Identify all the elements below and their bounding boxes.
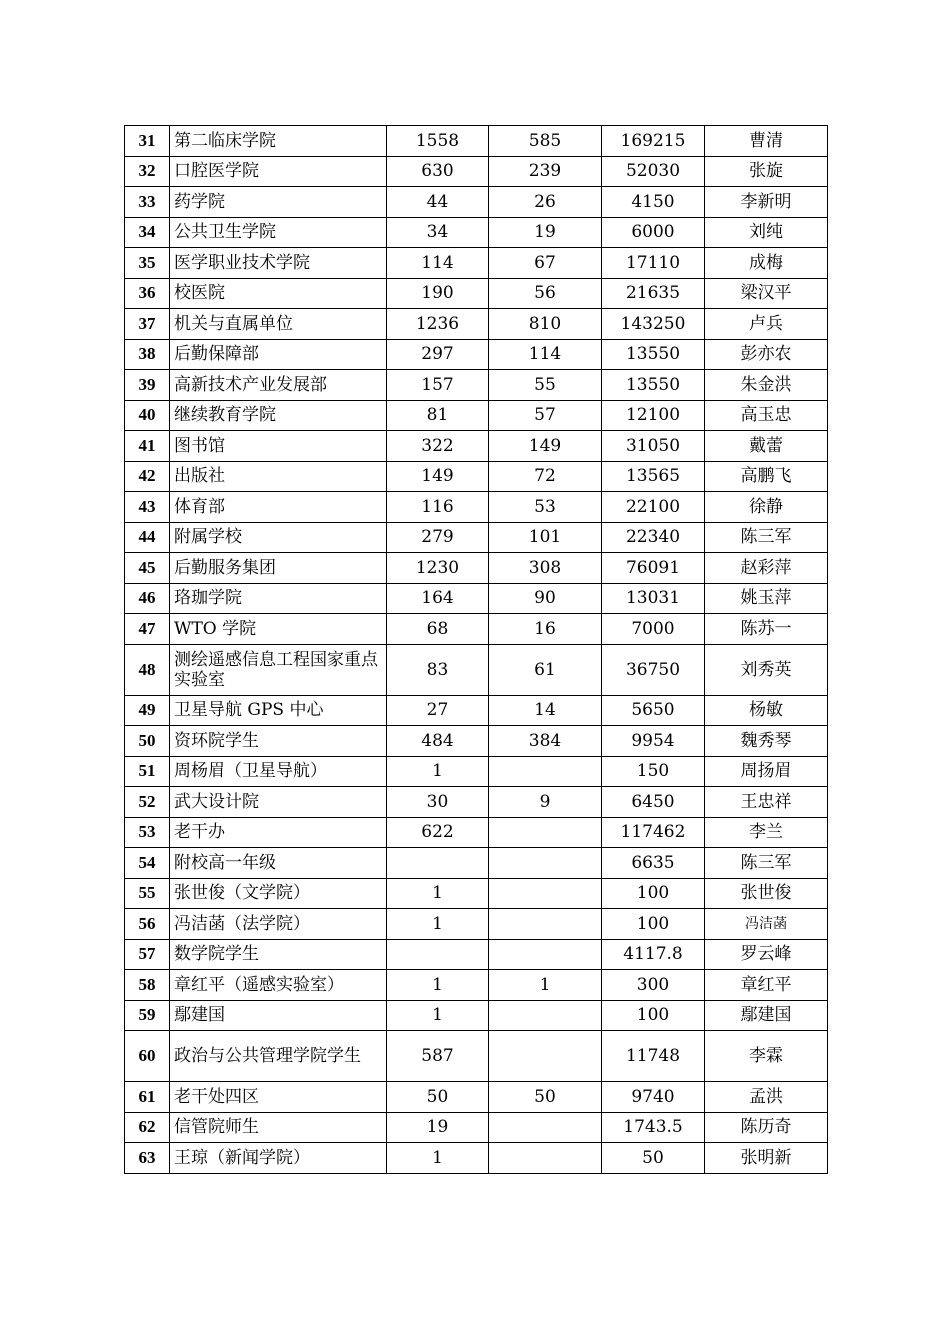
unit-name-cell: WTO 学院 (170, 614, 387, 645)
row-number-cell: 36 (125, 278, 170, 309)
contact-person-cell: 张明新 (705, 1143, 828, 1174)
count-2-cell: 53 (489, 492, 602, 523)
contact-person-cell: 李霖 (705, 1031, 828, 1082)
count-1-cell: 114 (387, 248, 489, 279)
count-1-cell: 1 (387, 756, 489, 787)
contact-person-cell: 冯洁菡 (705, 909, 828, 940)
contact-person-cell: 李新明 (705, 187, 828, 218)
amount-cell: 9740 (602, 1082, 705, 1113)
amount-cell: 100 (602, 878, 705, 909)
unit-name-cell: 医学职业技术学院 (170, 248, 387, 279)
unit-name-cell: 继续教育学院 (170, 400, 387, 431)
table-row (125, 644, 828, 695)
amount-cell: 7000 (602, 614, 705, 645)
contact-person-cell: 章红平 (705, 970, 828, 1001)
donation-table (124, 125, 828, 1174)
count-1-cell: 190 (387, 278, 489, 309)
table-row (125, 492, 828, 523)
table-row (125, 787, 828, 818)
count-1-cell: 1558 (387, 126, 489, 157)
count-1-cell: 630 (387, 156, 489, 187)
unit-name-cell: 后勤保障部 (170, 339, 387, 370)
amount-cell: 4150 (602, 187, 705, 218)
row-number-cell: 63 (125, 1143, 170, 1174)
unit-name-cell: 体育部 (170, 492, 387, 523)
table-row (125, 583, 828, 614)
count-2-cell (489, 939, 602, 970)
unit-name-cell: 公共卫生学院 (170, 217, 387, 248)
count-1-cell: 30 (387, 787, 489, 818)
unit-name-cell: 数学院学生 (170, 939, 387, 970)
count-1-cell: 1 (387, 909, 489, 940)
count-2-cell (489, 1000, 602, 1031)
count-2-cell: 9 (489, 787, 602, 818)
count-1-cell: 68 (387, 614, 489, 645)
amount-cell: 22100 (602, 492, 705, 523)
count-2-cell: 50 (489, 1082, 602, 1113)
count-1-cell: 279 (387, 522, 489, 553)
table-row (125, 1112, 828, 1143)
row-number-cell: 45 (125, 553, 170, 584)
table-row (125, 248, 828, 279)
amount-cell: 143250 (602, 309, 705, 340)
row-number-cell: 48 (125, 644, 170, 695)
row-number-cell: 47 (125, 614, 170, 645)
contact-person-cell: 杨敏 (705, 695, 828, 726)
amount-cell: 150 (602, 756, 705, 787)
amount-cell: 13031 (602, 583, 705, 614)
count-1-cell: 297 (387, 339, 489, 370)
unit-name-cell: 第二临床学院 (170, 126, 387, 157)
row-number-cell: 60 (125, 1031, 170, 1082)
count-2-cell: 56 (489, 278, 602, 309)
count-2-cell: 90 (489, 583, 602, 614)
contact-person-cell: 罗云峰 (705, 939, 828, 970)
table-row (125, 726, 828, 757)
unit-name-cell: 武大设计院 (170, 787, 387, 818)
table-body (125, 126, 828, 1174)
count-2-cell: 72 (489, 461, 602, 492)
count-2-cell: 55 (489, 370, 602, 401)
table-row (125, 431, 828, 462)
row-number-cell: 34 (125, 217, 170, 248)
count-1-cell: 1 (387, 1000, 489, 1031)
count-2-cell (489, 1112, 602, 1143)
unit-name-cell: 冯洁菡（法学院） (170, 909, 387, 940)
contact-person-cell: 张世俊 (705, 878, 828, 909)
contact-person-cell: 陈三军 (705, 522, 828, 553)
amount-cell: 11748 (602, 1031, 705, 1082)
contact-person-cell: 戴蕾 (705, 431, 828, 462)
table-row (125, 339, 828, 370)
table-row (125, 187, 828, 218)
count-2-cell: 239 (489, 156, 602, 187)
contact-person-cell: 徐静 (705, 492, 828, 523)
count-2-cell (489, 756, 602, 787)
unit-name-cell: 老干处四区 (170, 1082, 387, 1113)
count-1-cell: 587 (387, 1031, 489, 1082)
count-1-cell: 484 (387, 726, 489, 757)
count-2-cell: 810 (489, 309, 602, 340)
amount-cell: 76091 (602, 553, 705, 584)
count-2-cell: 19 (489, 217, 602, 248)
table-row (125, 614, 828, 645)
unit-name-cell: 测绘遥感信息工程国家重点实验室 (170, 644, 387, 695)
row-number-cell: 35 (125, 248, 170, 279)
count-1-cell: 116 (387, 492, 489, 523)
unit-name-cell: 鄢建国 (170, 1000, 387, 1031)
amount-cell: 17110 (602, 248, 705, 279)
unit-name-cell: 信管院师生 (170, 1112, 387, 1143)
contact-person-cell: 陈三军 (705, 848, 828, 879)
unit-name-cell: 校医院 (170, 278, 387, 309)
contact-person-cell: 周扬眉 (705, 756, 828, 787)
row-number-cell: 42 (125, 461, 170, 492)
row-number-cell: 33 (125, 187, 170, 218)
count-2-cell: 26 (489, 187, 602, 218)
count-1-cell (387, 848, 489, 879)
count-2-cell: 384 (489, 726, 602, 757)
amount-cell: 22340 (602, 522, 705, 553)
count-2-cell (489, 848, 602, 879)
unit-name-cell: 周杨眉（卫星导航） (170, 756, 387, 787)
row-number-cell: 56 (125, 909, 170, 940)
table-row (125, 156, 828, 187)
table-row (125, 126, 828, 157)
unit-name-cell: 章红平（遥感实验室） (170, 970, 387, 1001)
table-row (125, 278, 828, 309)
row-number-cell: 59 (125, 1000, 170, 1031)
table-row (125, 553, 828, 584)
count-2-cell (489, 1143, 602, 1174)
row-number-cell: 39 (125, 370, 170, 401)
contact-person-cell: 李兰 (705, 817, 828, 848)
donation-table-wrapper (124, 125, 828, 1174)
amount-cell: 300 (602, 970, 705, 1001)
unit-name-cell: 出版社 (170, 461, 387, 492)
row-number-cell: 52 (125, 787, 170, 818)
row-number-cell: 53 (125, 817, 170, 848)
amount-cell: 6000 (602, 217, 705, 248)
table-row (125, 1082, 828, 1113)
count-2-cell: 1 (489, 970, 602, 1001)
table-row (125, 909, 828, 940)
table-row (125, 970, 828, 1001)
contact-person-cell: 卢兵 (705, 309, 828, 340)
count-2-cell: 16 (489, 614, 602, 645)
amount-cell: 6635 (602, 848, 705, 879)
table-row (125, 309, 828, 340)
count-1-cell: 1 (387, 878, 489, 909)
table-row (125, 848, 828, 879)
row-number-cell: 43 (125, 492, 170, 523)
count-1-cell (387, 939, 489, 970)
table-row (125, 939, 828, 970)
table-row (125, 1031, 828, 1082)
contact-person-cell: 曹清 (705, 126, 828, 157)
count-1-cell: 1 (387, 1143, 489, 1174)
contact-person-cell: 鄢建国 (705, 1000, 828, 1031)
unit-name-cell: 珞珈学院 (170, 583, 387, 614)
amount-cell: 52030 (602, 156, 705, 187)
unit-name-cell: 资环院学生 (170, 726, 387, 757)
row-number-cell: 40 (125, 400, 170, 431)
table-row (125, 522, 828, 553)
count-2-cell: 14 (489, 695, 602, 726)
amount-cell: 13550 (602, 370, 705, 401)
amount-cell: 1743.5 (602, 1112, 705, 1143)
unit-name-cell: 图书馆 (170, 431, 387, 462)
row-number-cell: 46 (125, 583, 170, 614)
contact-person-cell: 姚玉萍 (705, 583, 828, 614)
count-1-cell: 157 (387, 370, 489, 401)
contact-person-cell: 张旋 (705, 156, 828, 187)
row-number-cell: 58 (125, 970, 170, 1001)
amount-cell: 4117.8 (602, 939, 705, 970)
contact-person-cell: 高鹏飞 (705, 461, 828, 492)
row-number-cell: 62 (125, 1112, 170, 1143)
count-2-cell: 101 (489, 522, 602, 553)
count-1-cell: 622 (387, 817, 489, 848)
row-number-cell: 50 (125, 726, 170, 757)
contact-person-cell: 彭亦农 (705, 339, 828, 370)
amount-cell: 21635 (602, 278, 705, 309)
table-row (125, 1000, 828, 1031)
unit-name-cell: 卫星导航 GPS 中心 (170, 695, 387, 726)
amount-cell: 36750 (602, 644, 705, 695)
count-1-cell: 1236 (387, 309, 489, 340)
unit-name-cell: 附校高一年级 (170, 848, 387, 879)
row-number-cell: 49 (125, 695, 170, 726)
unit-name-cell: 高新技术产业发展部 (170, 370, 387, 401)
count-1-cell: 44 (387, 187, 489, 218)
row-number-cell: 41 (125, 431, 170, 462)
amount-cell: 12100 (602, 400, 705, 431)
amount-cell: 117462 (602, 817, 705, 848)
contact-person-cell: 刘纯 (705, 217, 828, 248)
amount-cell: 5650 (602, 695, 705, 726)
contact-person-cell: 魏秀琴 (705, 726, 828, 757)
count-2-cell (489, 1031, 602, 1082)
table-row (125, 400, 828, 431)
amount-cell: 13550 (602, 339, 705, 370)
count-2-cell (489, 909, 602, 940)
contact-person-cell: 高玉忠 (705, 400, 828, 431)
row-number-cell: 38 (125, 339, 170, 370)
amount-cell: 13565 (602, 461, 705, 492)
row-number-cell: 32 (125, 156, 170, 187)
unit-name-cell: 张世俊（文学院） (170, 878, 387, 909)
unit-name-cell: 后勤服务集团 (170, 553, 387, 584)
count-2-cell (489, 878, 602, 909)
amount-cell: 50 (602, 1143, 705, 1174)
count-2-cell: 61 (489, 644, 602, 695)
table-row (125, 756, 828, 787)
contact-person-cell: 孟洪 (705, 1082, 828, 1113)
table-row (125, 1143, 828, 1174)
row-number-cell: 31 (125, 126, 170, 157)
count-1-cell: 322 (387, 431, 489, 462)
amount-cell: 6450 (602, 787, 705, 818)
count-2-cell: 67 (489, 248, 602, 279)
count-2-cell: 308 (489, 553, 602, 584)
count-2-cell: 57 (489, 400, 602, 431)
count-1-cell: 81 (387, 400, 489, 431)
contact-person-cell: 成梅 (705, 248, 828, 279)
row-number-cell: 55 (125, 878, 170, 909)
count-1-cell: 1230 (387, 553, 489, 584)
amount-cell: 100 (602, 1000, 705, 1031)
contact-person-cell: 梁汉平 (705, 278, 828, 309)
count-1-cell: 34 (387, 217, 489, 248)
table-row (125, 817, 828, 848)
amount-cell: 100 (602, 909, 705, 940)
contact-person-cell: 陈历奇 (705, 1112, 828, 1143)
row-number-cell: 37 (125, 309, 170, 340)
table-row (125, 878, 828, 909)
table-row (125, 695, 828, 726)
count-1-cell: 149 (387, 461, 489, 492)
count-1-cell: 19 (387, 1112, 489, 1143)
contact-person-cell: 朱金洪 (705, 370, 828, 401)
row-number-cell: 54 (125, 848, 170, 879)
count-2-cell (489, 817, 602, 848)
contact-person-cell: 赵彩萍 (705, 553, 828, 584)
table-row (125, 370, 828, 401)
count-1-cell: 50 (387, 1082, 489, 1113)
unit-name-cell: 口腔医学院 (170, 156, 387, 187)
row-number-cell: 51 (125, 756, 170, 787)
amount-cell: 169215 (602, 126, 705, 157)
unit-name-cell: 药学院 (170, 187, 387, 218)
amount-cell: 31050 (602, 431, 705, 462)
row-number-cell: 44 (125, 522, 170, 553)
unit-name-cell: 政治与公共管理学院学生 (170, 1031, 387, 1082)
table-row (125, 217, 828, 248)
count-1-cell: 83 (387, 644, 489, 695)
unit-name-cell: 老干办 (170, 817, 387, 848)
amount-cell: 9954 (602, 726, 705, 757)
table-row (125, 461, 828, 492)
count-1-cell: 27 (387, 695, 489, 726)
count-1-cell: 1 (387, 970, 489, 1001)
unit-name-cell: 机关与直属单位 (170, 309, 387, 340)
count-2-cell: 114 (489, 339, 602, 370)
unit-name-cell: 王琼（新闻学院） (170, 1143, 387, 1174)
contact-person-cell: 陈苏一 (705, 614, 828, 645)
count-1-cell: 164 (387, 583, 489, 614)
row-number-cell: 57 (125, 939, 170, 970)
contact-person-cell: 王忠祥 (705, 787, 828, 818)
row-number-cell: 61 (125, 1082, 170, 1113)
count-2-cell: 149 (489, 431, 602, 462)
count-2-cell: 585 (489, 126, 602, 157)
unit-name-cell: 附属学校 (170, 522, 387, 553)
contact-person-cell: 刘秀英 (705, 644, 828, 695)
